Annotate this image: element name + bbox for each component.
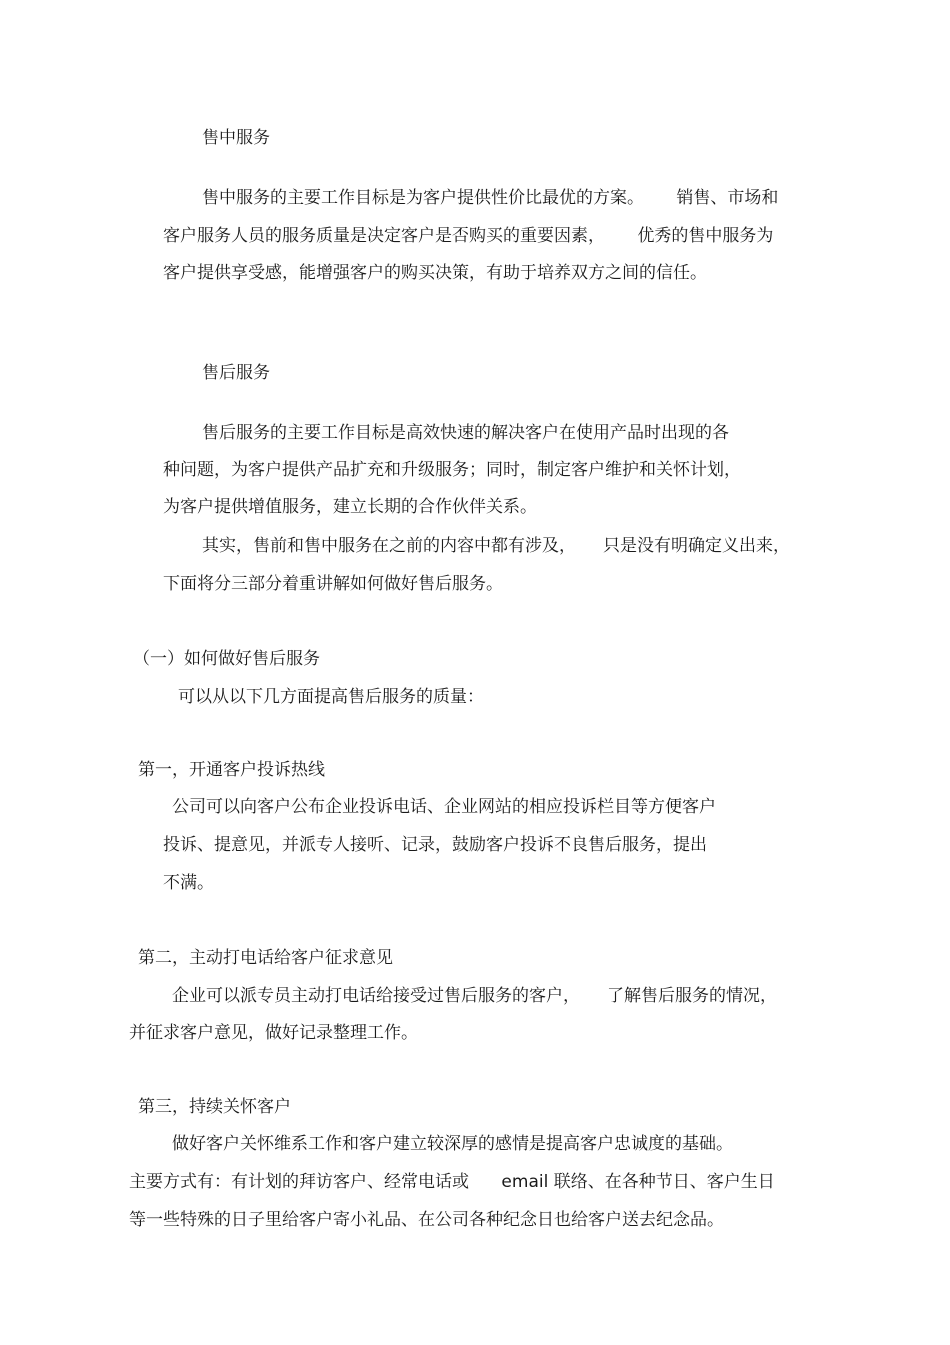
point-title: 第三，持续关怀客户 <box>138 1097 291 1117</box>
paragraph-line: 客户服务人员的服务质量是决定客户是否购买的重要因素， 优秀的售中服务为 <box>163 226 774 246</box>
paragraph-line: 主要方式有：有计划的拜访客户、经常电话或 email 联络、在各种节日、客户生日 <box>129 1172 775 1192</box>
subsection-intro: 可以从以下几方面提高售后服务的质量： <box>178 687 484 707</box>
subsection-heading: （一）如何做好售后服务 <box>133 649 320 669</box>
paragraph-line: 公司可以向客户公布企业投诉电话、企业网站的相应投诉栏目等方便客户 <box>172 797 716 817</box>
paragraph-line: 并征求客户意见，做好记录整理工作。 <box>129 1023 418 1043</box>
paragraph-line: 做好客户关怀维系工作和客户建立较深厚的感情是提高客户忠诚度的基础。 <box>172 1134 733 1154</box>
paragraph-line: 种问题，为客户提供产品扩充和升级服务；同时，制定客户维护和关怀计划， <box>163 460 741 480</box>
paragraph-line: 售中服务的主要工作目标是为客户提供性价比最优的方案。 销售、市场和 <box>202 188 779 208</box>
paragraph-line: 不满。 <box>163 873 214 893</box>
paragraph-line: 下面将分三部分着重讲解如何做好售后服务。 <box>163 574 503 594</box>
paragraph-line: 其实，售前和售中服务在之前的内容中都有涉及， 只是没有明确定义出来， <box>202 536 791 556</box>
paragraph-line: 客户提供享受感，能增强客户的购买决策，有助于培养双方之间的信任。 <box>163 263 707 283</box>
section-heading-during-sale: 售中服务 <box>202 128 270 148</box>
paragraph-line: 为客户提供增值服务，建立长期的合作伙伴关系。 <box>163 497 537 517</box>
point-title: 第一，开通客户投诉热线 <box>138 760 325 780</box>
paragraph-line: 投诉、提意见，并派专人接听、记录，鼓励客户投诉不良售后服务，提出 <box>163 835 707 855</box>
paragraph-line: 企业可以派专员主动打电话给接受过售后服务的客户， 了解售后服务的情况， <box>172 986 778 1006</box>
paragraph-line: 等一些特殊的日子里给客户寄小礼品、在公司各种纪念日也给客户送去纪念品。 <box>129 1210 724 1230</box>
point-title: 第二，主动打电话给客户征求意见 <box>138 948 393 968</box>
section-heading-after-sale: 售后服务 <box>202 363 270 383</box>
paragraph-line: 售后服务的主要工作目标是高效快速的解决客户在使用产品时出现的各 <box>202 423 729 443</box>
